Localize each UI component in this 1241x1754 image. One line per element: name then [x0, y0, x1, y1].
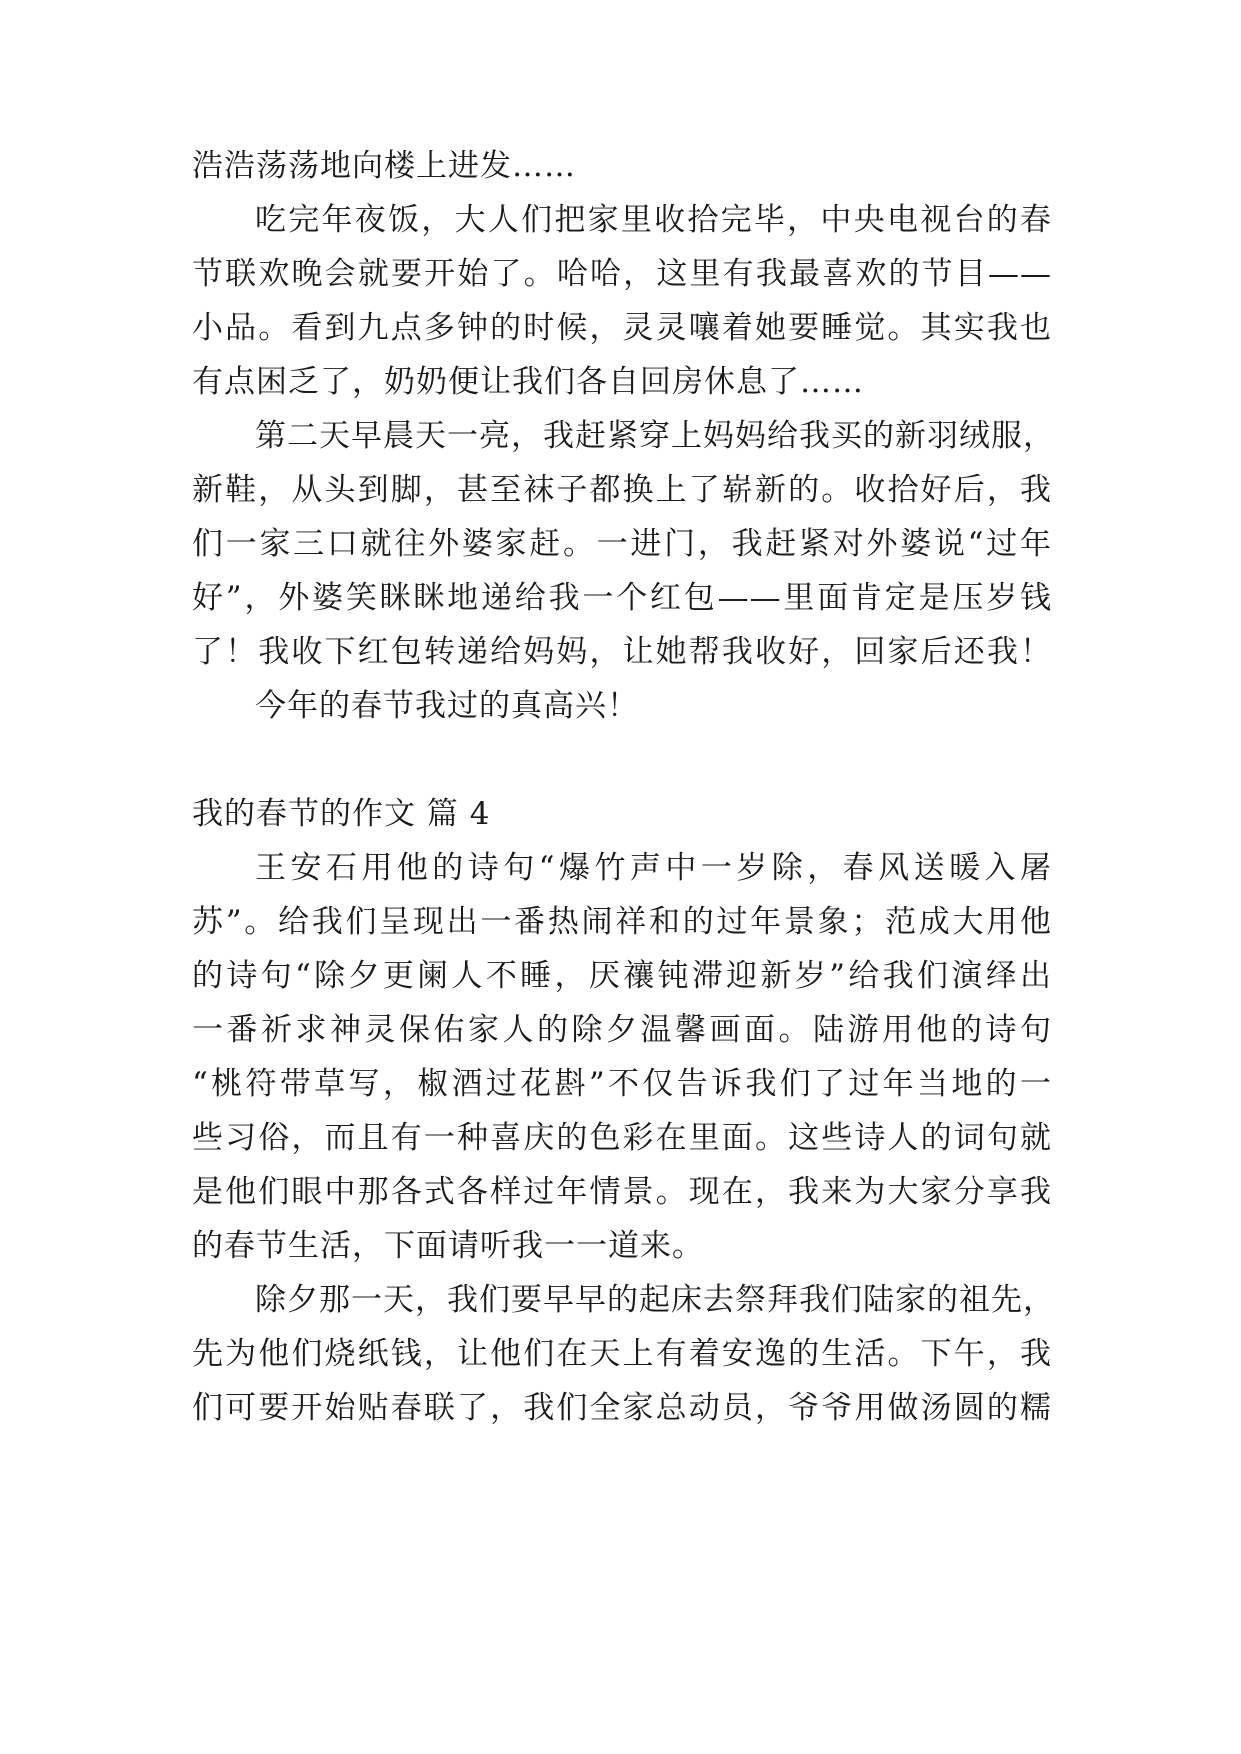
- text-line: 第二天早晨天一亮，我赶紧穿上妈妈给我买的新羽绒服，: [255, 418, 1055, 454]
- text-line: 除夕那一天，我们要早早的起床去祭拜我们陆家的祖先，: [255, 1282, 1055, 1318]
- text-line: 好”，外婆笑眯眯地递给我一个红包——里面肯定是压岁钱: [192, 580, 1052, 616]
- text-line: 吃完年夜饭，大人们把家里收拾完毕，中央电视台的春: [255, 202, 1052, 238]
- text-line: 浩浩荡荡地向楼上进发……: [192, 148, 576, 184]
- text-line: 有点困乏了，奶奶便让我们各自回房休息了……: [192, 364, 864, 400]
- text-line: 们可要开始贴春联了，我们全家总动员，爷爷用做汤圆的糯: [192, 1390, 1052, 1426]
- text-line: 王安石用他的诗句“爆竹声中一岁除，春风送暖入屠: [255, 850, 1052, 886]
- section-heading: 我的春节的作文 篇 4: [192, 796, 491, 832]
- text-line: 们一家三口就往外婆家赶。一进门，我赶紧对外婆说“过年: [192, 526, 1052, 562]
- text-line: 先为他们烧纸钱，让他们在天上有着安逸的生活。下午，我: [192, 1336, 1052, 1372]
- text-line: 的诗句“除夕更阑人不睡，厌禳钝滞迎新岁”给我们演绎出: [192, 958, 1052, 994]
- text-line: 一番祈求神灵保佑家人的除夕温馨画面。陆游用他的诗句: [192, 1012, 1052, 1048]
- text-line: 是他们眼中那各式各样过年情景。现在，我来为大家分享我: [192, 1174, 1052, 1210]
- text-line: 节联欢晚会就要开始了。哈哈，这里有我最喜欢的节目——: [192, 256, 1052, 292]
- text-line: 小品。看到九点多钟的时候，灵灵嚷着她要睡觉。其实我也: [192, 310, 1052, 346]
- text-line: 苏”。给我们呈现出一番热闹祥和的过年景象；范成大用他: [192, 904, 1052, 940]
- text-line: 新鞋，从头到脚，甚至袜子都换上了崭新的。收拾好后，我: [192, 472, 1052, 508]
- text-line: 了！我收下红包转递给妈妈，让她帮我收好，回家后还我！: [192, 634, 1052, 670]
- text-line: 些习俗，而且有一种喜庆的色彩在里面。这些诗人的词句就: [192, 1120, 1052, 1156]
- text-line: 的春节生活，下面请听我一一道来。: [192, 1228, 704, 1264]
- text-line: “桃符带草写，椒酒过花斟”不仅告诉我们了过年当地的一: [192, 1066, 1052, 1102]
- text-line: 今年的春节我过的真高兴！: [255, 688, 639, 724]
